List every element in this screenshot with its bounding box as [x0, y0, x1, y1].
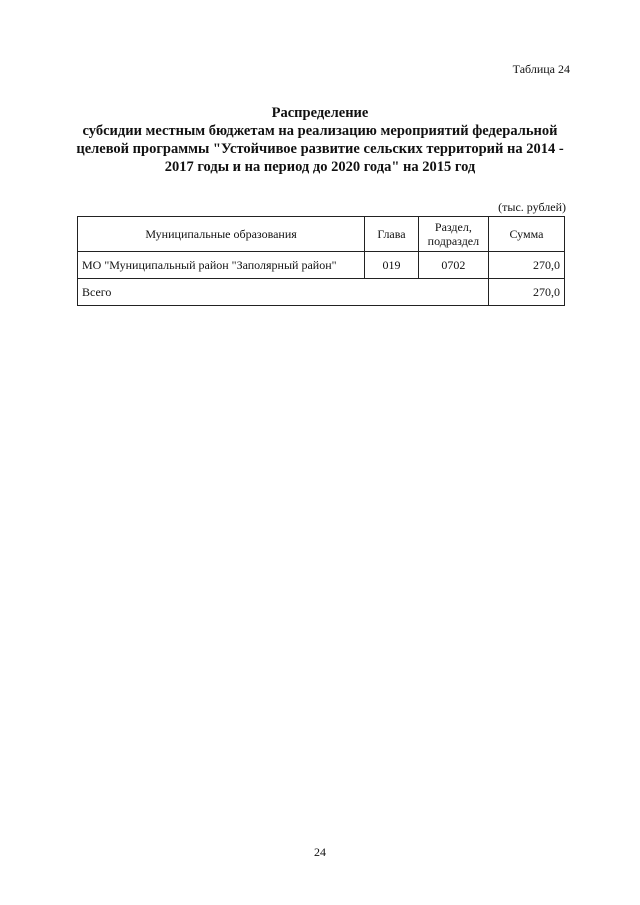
header-chapter: Глава [365, 217, 419, 252]
total-row [78, 279, 565, 306]
heading-line-4: 2017 годы и на период до 2020 года" на 2015 год [164, 159, 476, 175]
header-amount: Сумма [488, 217, 564, 252]
heading-line-2: субсидии местным бюджетам на реализацию мероприятий федеральной [82, 123, 558, 139]
heading-line-3: целевой программы "Устойчивое развитие сельских территорий на 2014 - [76, 141, 564, 157]
header-section [418, 217, 488, 252]
cell-municipality: МО "Муниципальный район "Заполярный район" [78, 252, 365, 279]
cell-amount: 270,0 [488, 252, 564, 279]
heading-line-1: Распределение [271, 105, 369, 121]
units-note: (тыс. рублей) [498, 200, 566, 214]
total-label: Всего [78, 279, 489, 306]
subsidy-table [77, 216, 565, 306]
header-section-line-1: Раздел, [434, 220, 472, 234]
total-amount: 270,0 [488, 279, 564, 306]
cell-section: 0702 [418, 252, 488, 279]
document-heading [60, 104, 580, 176]
header-section-line-2: подраздел [427, 234, 480, 248]
header-municipality: Муниципальные образования [78, 217, 365, 252]
page-number: 24 [314, 845, 326, 859]
table-row [78, 252, 565, 279]
table-header-row [78, 217, 565, 252]
table-number: Таблица 24 [512, 62, 570, 76]
cell-chapter: 019 [365, 252, 419, 279]
